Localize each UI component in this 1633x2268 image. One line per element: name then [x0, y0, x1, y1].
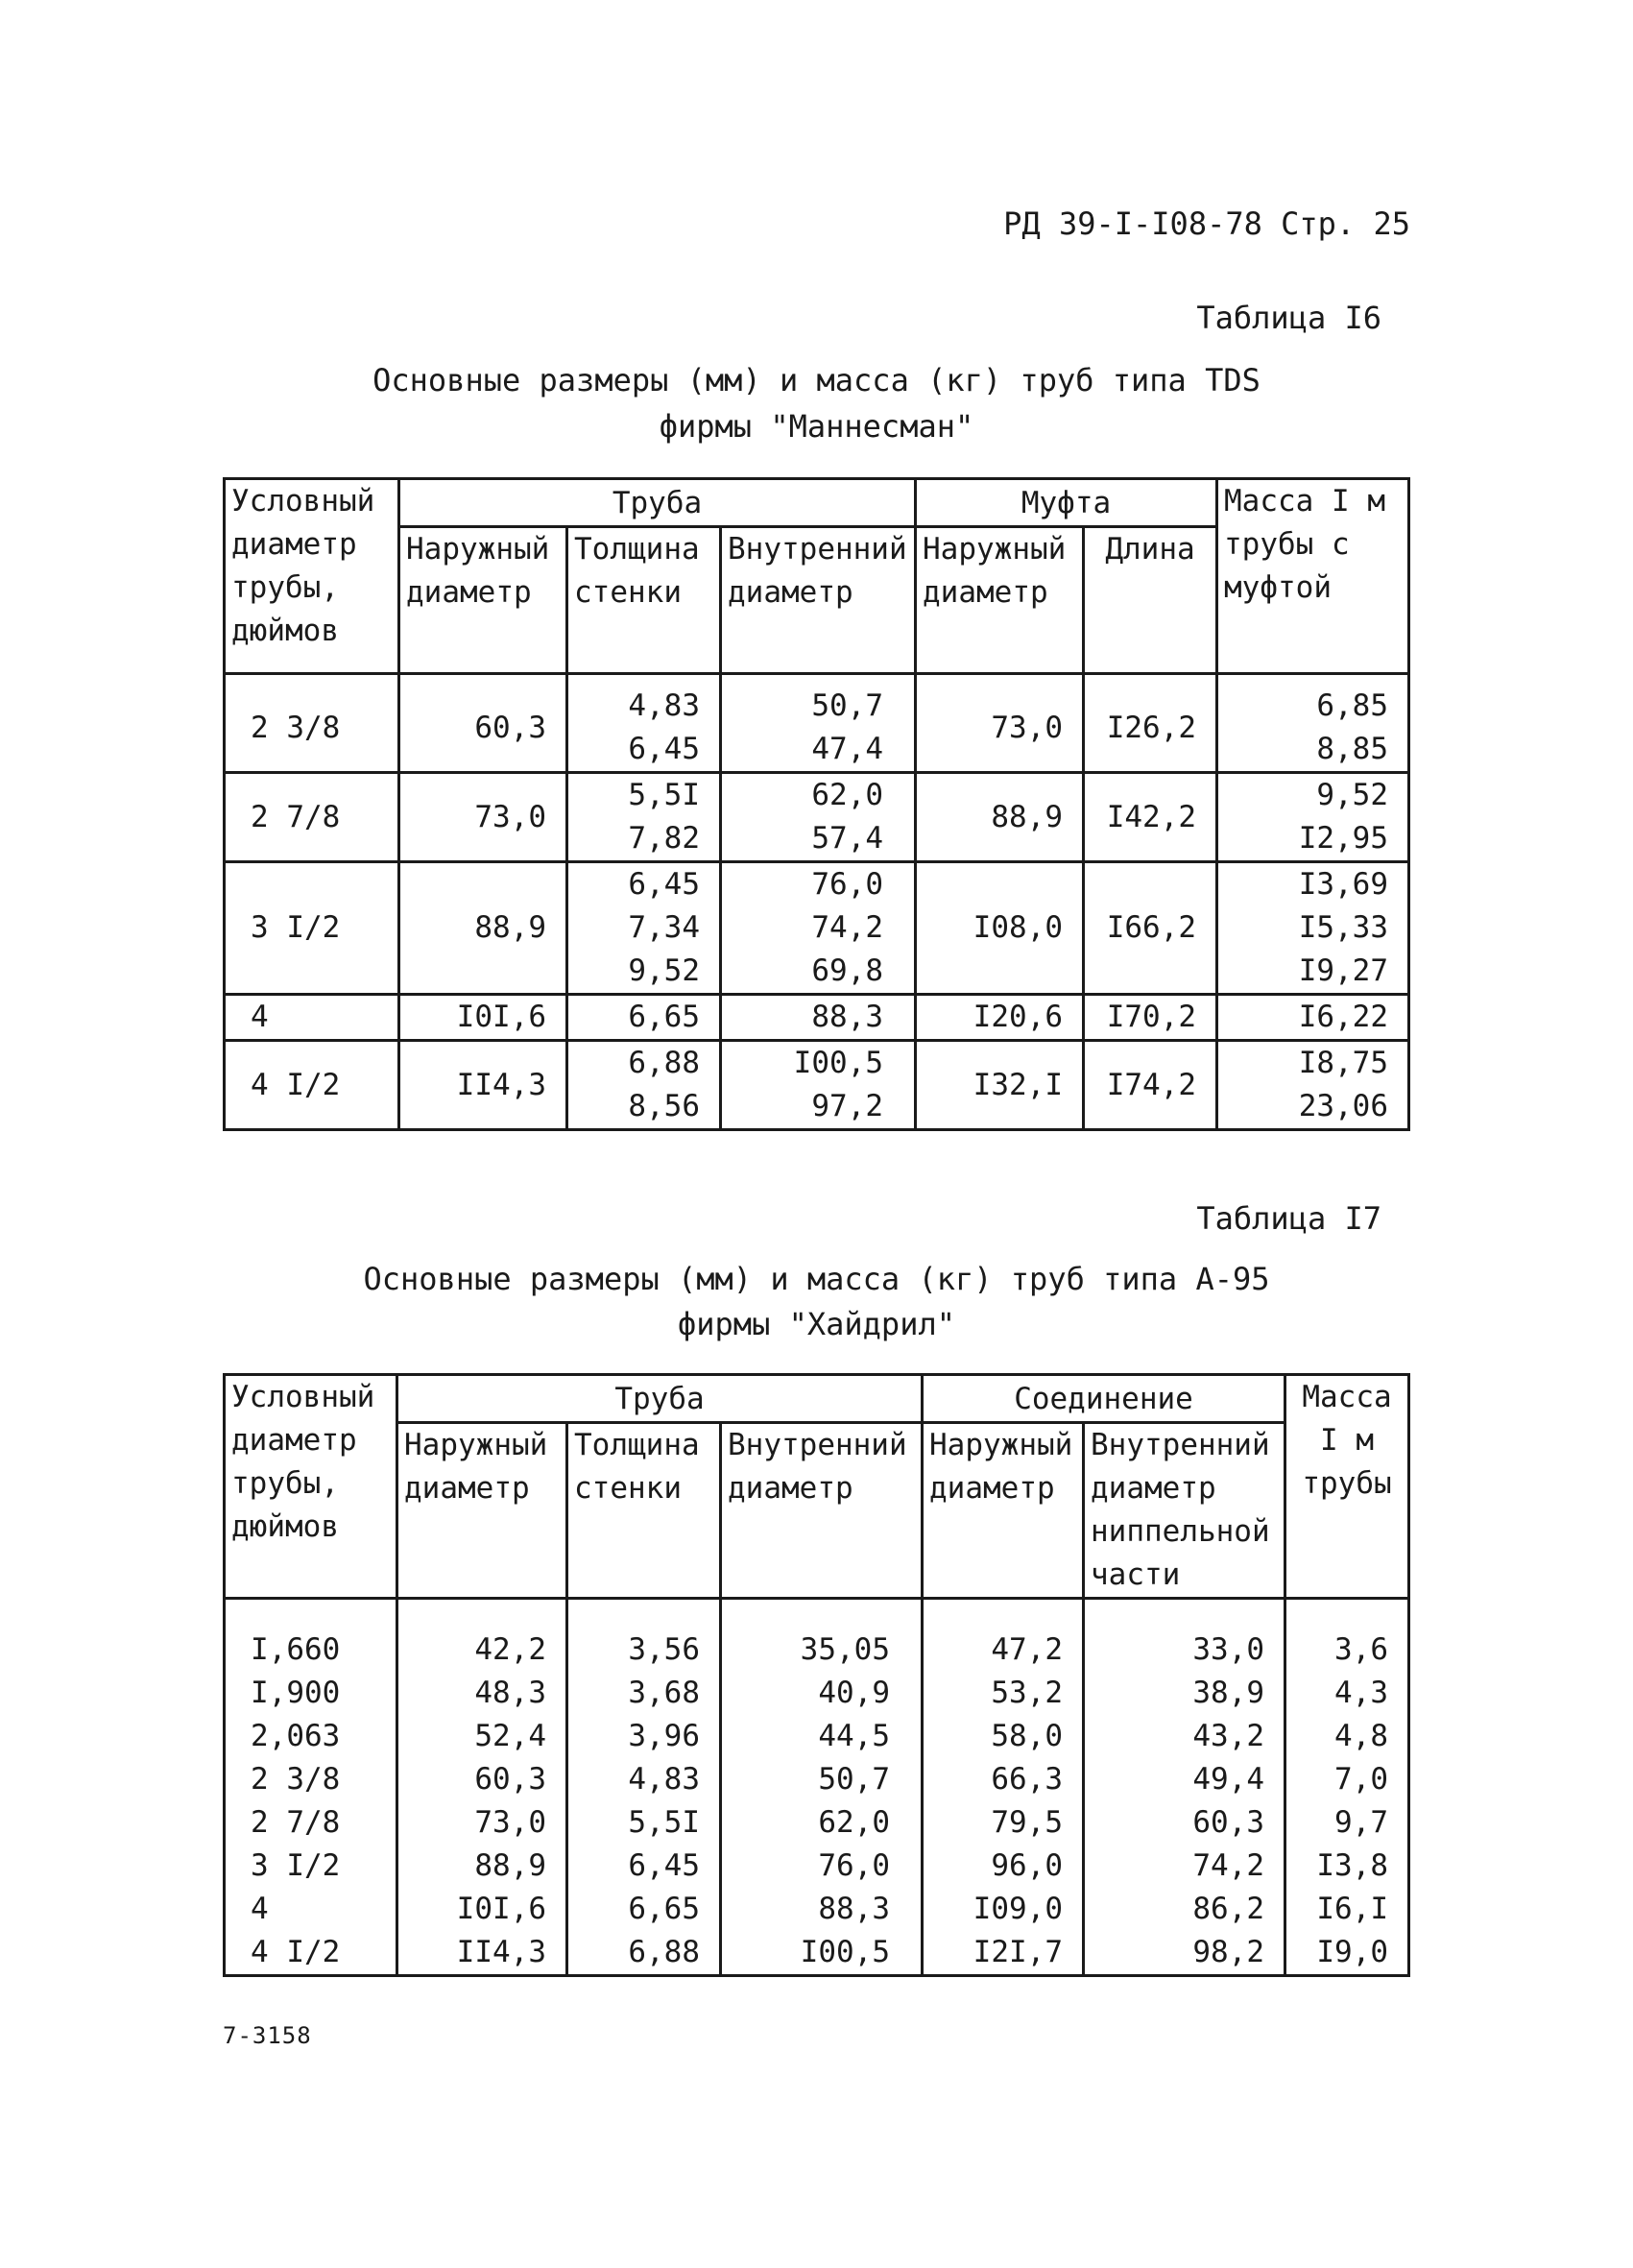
t16-cell-mass: 9,52 I2,95	[1217, 773, 1409, 862]
table-cell: 42,2	[474, 1632, 546, 1667]
t17-head-pipe-inner: Внутренний диаметр	[721, 1423, 923, 1599]
t16-cell-inner: 88,3	[721, 995, 916, 1041]
t16-cell-coupling-outer: I20,6	[916, 995, 1084, 1041]
t16-head-size: Условный диаметр трубы, дюймов	[225, 479, 399, 674]
table-cell: 60,3	[1192, 1805, 1265, 1840]
table-cell: 86,2	[1192, 1892, 1265, 1926]
table-16-caption-line1: Основные размеры (мм) и масса (кг) труб типа TDS	[372, 362, 1261, 398]
t16-cell-outer: II4,3	[399, 1041, 567, 1130]
t17-head-size: Условный диаметр трубы, дюймов	[225, 1375, 397, 1599]
t16-cell-size: 2 7/8	[225, 773, 399, 862]
table-cell: 38,9	[1192, 1676, 1265, 1710]
t16-head-pipe-inner: Внутренний диаметр	[721, 527, 916, 674]
t17-spacer-row	[225, 1599, 1409, 1629]
table-cell: 58,0	[991, 1719, 1063, 1753]
t16-cell-outer: 60,3	[399, 685, 567, 773]
table-cell: 3,6	[1334, 1632, 1389, 1667]
table-cell: 6,45	[628, 1848, 700, 1883]
table-16-label: Таблица I6	[1196, 300, 1381, 336]
t17-col-outer	[397, 1629, 567, 1976]
table-cell: 88,9	[474, 1848, 546, 1883]
t17-head-joint-outer: Наружный диаметр	[923, 1423, 1084, 1599]
table-cell: 4	[251, 1892, 269, 1926]
table-17-label: Таблица I7	[1196, 1200, 1381, 1237]
t17-col-joint-inner	[1084, 1629, 1285, 1976]
table-17	[223, 1373, 1410, 1977]
t17-head-mass: Масса I м трубы	[1285, 1375, 1409, 1599]
table-16	[223, 477, 1410, 1131]
table-cell: I,660	[251, 1632, 341, 1667]
footer-code: 7-3158	[223, 2022, 312, 2049]
table-cell: II4,3	[456, 1935, 546, 1969]
t17-col-inner	[721, 1629, 923, 1976]
table-cell: I6,I	[1316, 1892, 1389, 1926]
table-cell: 40,9	[818, 1676, 890, 1710]
t16-head-coupling-length: Длина	[1084, 527, 1217, 674]
t16-cell-mass: I6,22	[1217, 995, 1409, 1041]
table-cell: 66,3	[991, 1762, 1063, 1797]
t16-cell-wall: 6,65	[567, 995, 721, 1041]
table-17-caption-line1: Основные размеры (мм) и масса (кг) труб типа А-95	[363, 1261, 1270, 1297]
table-cell: I9,0	[1316, 1935, 1389, 1969]
table-17-caption-line2: фирмы "Хайдрил"	[678, 1306, 955, 1342]
table-row	[225, 685, 1409, 773]
t16-head-pipe: Труба	[399, 479, 916, 527]
table-16-caption-line2: фирмы "Маннесман"	[659, 408, 974, 445]
t16-cell-size: 3 I/2	[225, 862, 399, 995]
t16-cell-size: 4 I/2	[225, 1041, 399, 1130]
table-row	[225, 862, 1409, 995]
table-row	[225, 1629, 1409, 1976]
t17-col-size	[225, 1629, 397, 1976]
t16-cell-inner: I00,5 97,2	[721, 1041, 916, 1130]
table-cell: 3,68	[628, 1676, 700, 1710]
t16-head-mass: Масса I м трубы с муфтой	[1217, 479, 1409, 674]
table-cell: 3,96	[628, 1719, 700, 1753]
t16-cell-inner: 62,0 57,4	[721, 773, 916, 862]
t16-head-pipe-outer: Наружный диаметр	[399, 527, 567, 674]
t16-head-coupling-outer: Наружный диаметр	[916, 527, 1084, 674]
table-cell: 33,0	[1192, 1632, 1265, 1667]
table-cell: 4 I/2	[251, 1935, 341, 1969]
t16-cell-coupling-outer: I08,0	[916, 862, 1084, 995]
table-cell: 9,7	[1334, 1805, 1389, 1840]
table-cell: 4,83	[628, 1762, 700, 1797]
table-cell: 88,3	[818, 1892, 890, 1926]
table-row	[225, 773, 1409, 862]
table-cell: 43,2	[1192, 1719, 1265, 1753]
table-cell: 3,56	[628, 1632, 700, 1667]
t16-cell-mass: 6,85 8,85	[1217, 685, 1409, 773]
table-cell: I09,0	[973, 1892, 1063, 1926]
t16-cell-outer: I0I,6	[399, 995, 567, 1041]
t16-head-pipe-wall: Толщина стенки	[567, 527, 721, 674]
t16-cell-wall: 6,88 8,56	[567, 1041, 721, 1130]
table-cell: I2I,7	[973, 1935, 1063, 1969]
table-row	[225, 995, 1409, 1041]
t17-col-mass	[1285, 1629, 1409, 1976]
t16-cell-inner: 76,0 74,2 69,8	[721, 862, 916, 995]
table-cell: 60,3	[474, 1762, 546, 1797]
t16-cell-coupling-length: I66,2	[1084, 862, 1217, 995]
t16-cell-coupling-outer: 73,0	[916, 685, 1084, 773]
table-cell: 3 I/2	[251, 1848, 341, 1883]
t16-cell-size: 4	[225, 995, 399, 1041]
table-row	[225, 1041, 1409, 1130]
table-cell: 48,3	[474, 1676, 546, 1710]
t17-col-wall	[567, 1629, 721, 1976]
table-cell: 53,2	[991, 1676, 1063, 1710]
t16-cell-size: 2 3/8	[225, 685, 399, 773]
t16-cell-wall: 4,83 6,45	[567, 685, 721, 773]
table-cell: 47,2	[991, 1632, 1063, 1667]
t17-head-pipe: Труба	[397, 1375, 923, 1423]
table-cell: I,900	[251, 1676, 341, 1710]
table-cell: 50,7	[818, 1762, 890, 1797]
table-cell: 2 3/8	[251, 1762, 341, 1797]
table-cell: 73,0	[474, 1805, 546, 1840]
table-cell: 49,4	[1192, 1762, 1265, 1797]
table-cell: I00,5	[800, 1935, 890, 1969]
t16-cell-mass: I3,69 I5,33 I9,27	[1217, 862, 1409, 995]
t16-cell-coupling-length: I74,2	[1084, 1041, 1217, 1130]
table-cell: 96,0	[991, 1848, 1063, 1883]
t16-spacer-row	[225, 674, 1409, 686]
table-cell: I3,8	[1316, 1848, 1389, 1883]
t17-head-pipe-wall: Толщина стенки	[567, 1423, 721, 1599]
table-cell: 52,4	[474, 1719, 546, 1753]
t16-cell-outer: 88,9	[399, 862, 567, 995]
table-cell: I0I,6	[456, 1892, 546, 1926]
table-cell: 76,0	[818, 1848, 890, 1883]
table-cell: 35,05	[800, 1632, 890, 1667]
t16-cell-outer: 73,0	[399, 773, 567, 862]
t17-head-pipe-outer: Наружный диаметр	[397, 1423, 567, 1599]
table-cell: 6,65	[628, 1892, 700, 1926]
table-cell: 79,5	[991, 1805, 1063, 1840]
t16-cell-coupling-length: I70,2	[1084, 995, 1217, 1041]
table-cell: 2 7/8	[251, 1805, 341, 1840]
table-cell: 6,88	[628, 1935, 700, 1969]
table-cell: 62,0	[818, 1805, 890, 1840]
table-cell: 4,3	[1334, 1676, 1389, 1710]
table-cell: 44,5	[818, 1719, 890, 1753]
t16-cell-wall: 6,45 7,34 9,52	[567, 862, 721, 995]
table-cell: 7,0	[1334, 1762, 1389, 1797]
t17-col-joint-outer	[923, 1629, 1084, 1976]
table-cell: 2,063	[251, 1719, 341, 1753]
t16-cell-coupling-length: I26,2	[1084, 685, 1217, 773]
table-cell: 5,5I	[628, 1805, 700, 1840]
t17-head-joint-inner: Внутренний диаметр ниппельной части	[1084, 1423, 1285, 1599]
t17-head-joint: Соединение	[923, 1375, 1285, 1423]
table-cell: 98,2	[1192, 1935, 1265, 1969]
t16-cell-mass: I8,75 23,06	[1217, 1041, 1409, 1130]
t16-cell-coupling-length: I42,2	[1084, 773, 1217, 862]
table-cell: 4,8	[1334, 1719, 1389, 1753]
document-reference: РД 39-I-I08-78 Стр. 25	[1003, 205, 1410, 242]
t16-cell-coupling-outer: 88,9	[916, 773, 1084, 862]
table-cell: 74,2	[1192, 1848, 1265, 1883]
t16-cell-inner: 50,7 47,4	[721, 685, 916, 773]
t16-cell-coupling-outer: I32,I	[916, 1041, 1084, 1130]
t16-head-coupling: Муфта	[916, 479, 1217, 527]
t16-cell-wall: 5,5I 7,82	[567, 773, 721, 862]
